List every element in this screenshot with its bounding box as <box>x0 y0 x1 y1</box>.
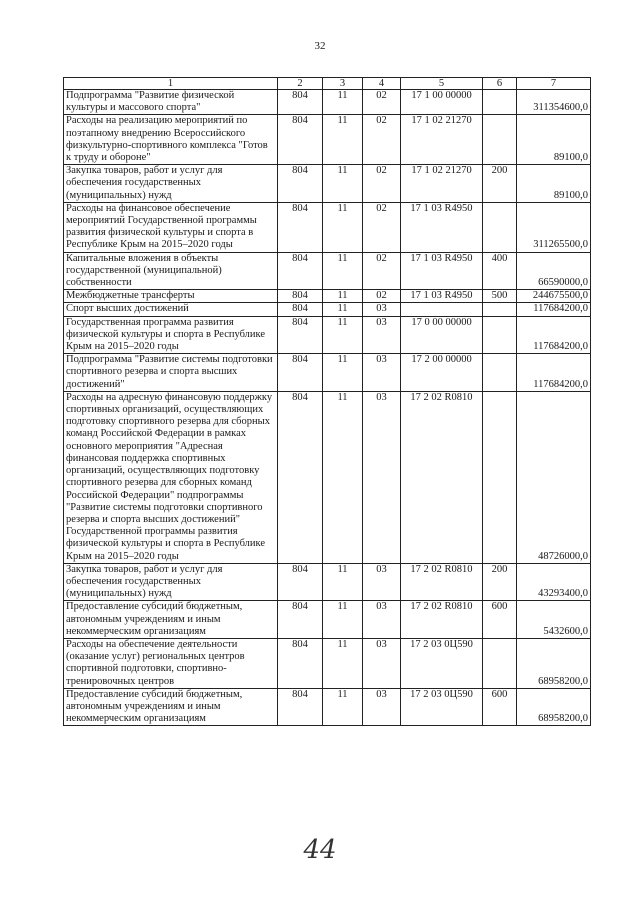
ministry-code-cell: 804 <box>278 290 323 303</box>
table-row <box>64 202 591 252</box>
ministry-code-cell: 804 <box>278 165 323 203</box>
expense-name-cell: Закупка товаров, работ и услуг для обеспечения государственных (муниципальных) нужд <box>64 165 278 203</box>
subsection-code-cell: 03 <box>363 638 401 688</box>
section-code-cell: 11 <box>323 316 363 354</box>
subsection-code-cell: 03 <box>363 391 401 563</box>
amount-cell: 68958200,0 <box>517 638 591 688</box>
table-row <box>64 290 591 303</box>
expense-type-cell <box>483 638 517 688</box>
target-item-cell <box>401 303 483 316</box>
section-code-cell: 11 <box>323 391 363 563</box>
column-header: 3 <box>323 78 363 90</box>
expense-type-cell: 400 <box>483 252 517 290</box>
target-item-cell: 17 0 00 00000 <box>401 316 483 354</box>
expense-type-cell <box>483 391 517 563</box>
table-row <box>64 303 591 316</box>
subsection-code-cell: 02 <box>363 252 401 290</box>
expense-type-cell: 500 <box>483 290 517 303</box>
target-item-cell: 17 1 02 21270 <box>401 115 483 165</box>
subsection-code-cell: 02 <box>363 115 401 165</box>
amount-cell: 244675500,0 <box>517 290 591 303</box>
ministry-code-cell: 804 <box>278 202 323 252</box>
section-code-cell: 11 <box>323 165 363 203</box>
amount-cell: 117684200,0 <box>517 354 591 392</box>
target-item-cell: 17 2 03 0Ц590 <box>401 688 483 726</box>
expense-name-cell: Капитальные вложения в объекты государственной (муниципальной) собственности <box>64 252 278 290</box>
amount-cell: 66590000,0 <box>517 252 591 290</box>
subsection-code-cell: 03 <box>363 601 401 639</box>
expense-type-cell <box>483 202 517 252</box>
expense-type-cell: 600 <box>483 688 517 726</box>
amount-cell: 117684200,0 <box>517 303 591 316</box>
table-row <box>64 316 591 354</box>
page-number: 32 <box>314 40 326 52</box>
expense-name-cell: Расходы на реализацию мероприятий по поэтапному внедрению Всероссийского физкультурно-спортивного комплекса "Готов к труду и обороне" <box>64 115 278 165</box>
handwritten-page-number: 44 <box>303 835 337 865</box>
target-item-cell: 17 1 00 00000 <box>401 90 483 115</box>
expense-type-cell: 600 <box>483 601 517 639</box>
expense-type-cell <box>483 115 517 165</box>
column-header: 7 <box>517 78 591 90</box>
table-row <box>64 391 591 563</box>
expense-name-cell: Расходы на адресную финансовую поддержку спортивных организаций, осуществляющих подготовку спортивного резерва для сборных команд Российской Федерации в рамках основного мероприятия "Адресная финансовая поддержка спортивных организаций, осуществляющих подготовку спортивного резерва для сборных команд Российской Федерации" подпрограммы "Развитие системы подготовки спортивного резерва и спорта высших достижений" Государственной программы развития физической культуры и спорта в Республике Крым на 2015–2020 годы <box>64 391 278 563</box>
amount-cell: 311265500,0 <box>517 202 591 252</box>
target-item-cell: 17 1 03 R4950 <box>401 252 483 290</box>
section-code-cell: 11 <box>323 354 363 392</box>
section-code-cell: 11 <box>323 303 363 316</box>
ministry-code-cell: 804 <box>278 252 323 290</box>
ministry-code-cell: 804 <box>278 303 323 316</box>
table-row <box>64 563 591 601</box>
expense-type-cell <box>483 316 517 354</box>
amount-cell: 89100,0 <box>517 165 591 203</box>
target-item-cell: 17 2 02 R0810 <box>401 391 483 563</box>
section-code-cell: 11 <box>323 90 363 115</box>
table-row <box>64 601 591 639</box>
target-item-cell: 17 2 02 R0810 <box>401 563 483 601</box>
expense-type-cell: 200 <box>483 563 517 601</box>
column-header: 2 <box>278 78 323 90</box>
amount-cell: 5432600,0 <box>517 601 591 639</box>
ministry-code-cell: 804 <box>278 354 323 392</box>
table-row <box>64 688 591 726</box>
ministry-code-cell: 804 <box>278 391 323 563</box>
table-header-row <box>64 78 591 90</box>
column-header: 5 <box>401 78 483 90</box>
section-code-cell: 11 <box>323 563 363 601</box>
subsection-code-cell: 02 <box>363 165 401 203</box>
expense-type-cell <box>483 90 517 115</box>
target-item-cell: 17 2 02 R0810 <box>401 601 483 639</box>
expense-name-cell: Спорт высших достижений <box>64 303 278 316</box>
subsection-code-cell: 03 <box>363 688 401 726</box>
expense-name-cell: Предоставление субсидий бюджетным, автономным учреждениям и иным некоммерческим организациям <box>64 601 278 639</box>
subsection-code-cell: 03 <box>363 354 401 392</box>
amount-cell: 117684200,0 <box>517 316 591 354</box>
ministry-code-cell: 804 <box>278 115 323 165</box>
section-code-cell: 11 <box>323 638 363 688</box>
column-header: 6 <box>483 78 517 90</box>
section-code-cell: 11 <box>323 202 363 252</box>
expense-name-cell: Межбюджетные трансферты <box>64 290 278 303</box>
subsection-code-cell: 02 <box>363 290 401 303</box>
table-row <box>64 115 591 165</box>
target-item-cell: 17 1 03 R4950 <box>401 202 483 252</box>
ministry-code-cell: 804 <box>278 688 323 726</box>
subsection-code-cell: 02 <box>363 90 401 115</box>
expense-type-cell <box>483 354 517 392</box>
table-row <box>64 354 591 392</box>
ministry-code-cell: 804 <box>278 601 323 639</box>
section-code-cell: 11 <box>323 290 363 303</box>
expense-name-cell: Подпрограмма "Развитие физической культуры и массового спорта" <box>64 90 278 115</box>
section-code-cell: 11 <box>323 115 363 165</box>
expense-type-cell: 200 <box>483 165 517 203</box>
ministry-code-cell: 804 <box>278 563 323 601</box>
target-item-cell: 17 1 02 21270 <box>401 165 483 203</box>
expense-name-cell: Предоставление субсидий бюджетным, автономным учреждениям и иным некоммерческим организациям <box>64 688 278 726</box>
column-header: 1 <box>64 78 278 90</box>
ministry-code-cell: 804 <box>278 90 323 115</box>
column-header: 4 <box>363 78 401 90</box>
table-row <box>64 638 591 688</box>
amount-cell: 48726000,0 <box>517 391 591 563</box>
table-row <box>64 165 591 203</box>
amount-cell: 311354600,0 <box>517 90 591 115</box>
subsection-code-cell: 03 <box>363 316 401 354</box>
expense-type-cell <box>483 303 517 316</box>
section-code-cell: 11 <box>323 601 363 639</box>
section-code-cell: 11 <box>323 688 363 726</box>
expense-name-cell: Закупка товаров, работ и услуг для обеспечения государственных (муниципальных) нужд <box>64 563 278 601</box>
target-item-cell: 17 2 00 00000 <box>401 354 483 392</box>
subsection-code-cell: 02 <box>363 202 401 252</box>
table-row <box>64 90 591 115</box>
section-code-cell: 11 <box>323 252 363 290</box>
budget-table <box>63 77 591 726</box>
amount-cell: 89100,0 <box>517 115 591 165</box>
expense-name-cell: Государственная программа развития физической культуры и спорта в Республике Крым на 2015–2020 годы <box>64 316 278 354</box>
expense-name-cell: Подпрограмма "Развитие системы подготовки спортивного резерва и спорта высших достижений" <box>64 354 278 392</box>
subsection-code-cell: 03 <box>363 303 401 316</box>
expense-name-cell: Расходы на обеспечение деятельности (оказание услуг) региональных центров спортивной подготовки, спортивно-тренировочных центров <box>64 638 278 688</box>
ministry-code-cell: 804 <box>278 638 323 688</box>
subsection-code-cell: 03 <box>363 563 401 601</box>
target-item-cell: 17 2 03 0Ц590 <box>401 638 483 688</box>
table-row <box>64 252 591 290</box>
amount-cell: 43293400,0 <box>517 563 591 601</box>
amount-cell: 68958200,0 <box>517 688 591 726</box>
target-item-cell: 17 1 03 R4950 <box>401 290 483 303</box>
ministry-code-cell: 804 <box>278 316 323 354</box>
expense-name-cell: Расходы на финансовое обеспечение мероприятий Государственной программы развития физической культуры и спорта в Республике Крым на 2015–2020 годы <box>64 202 278 252</box>
